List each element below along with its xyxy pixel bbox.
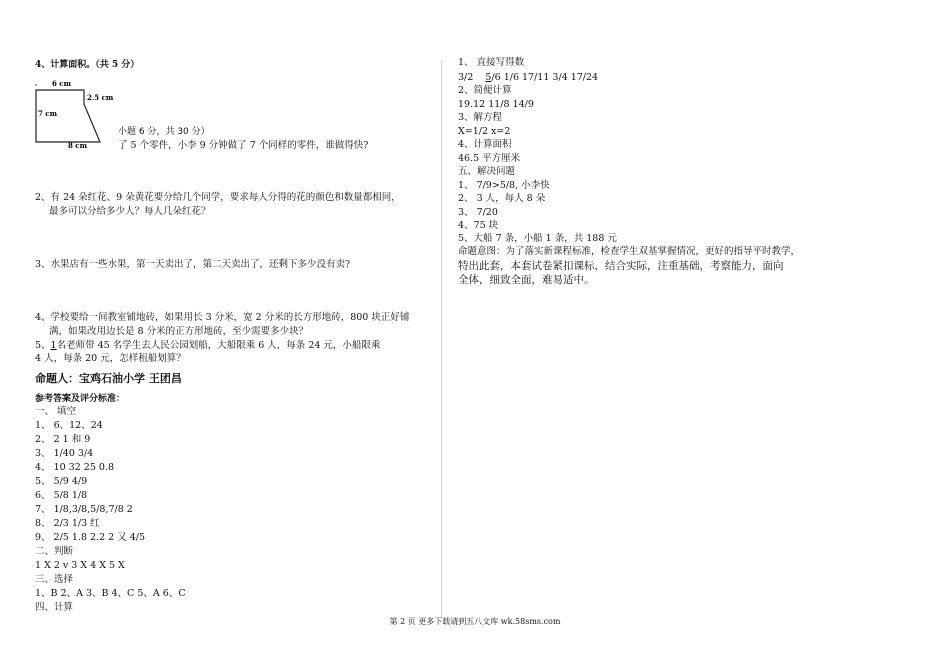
question-5-prefix: 5、 <box>35 340 51 351</box>
right-line: 五、解决问题 <box>458 166 516 177</box>
right-fraction-line <box>458 72 598 84</box>
right-line: 2、简便计算 <box>458 85 512 96</box>
answer-line: 一、 填空 <box>35 406 77 417</box>
right-line: 3、 7/20 <box>458 207 498 218</box>
answer-line: 2、 2 1 和 9 <box>35 434 91 445</box>
answer-line: 三、选择 <box>35 574 74 585</box>
fraction-rest: /6 1/6 17/11 3/4 17/24 <box>491 72 599 83</box>
author-line: 命题人：宝鸡石油小学 王团昌 <box>35 372 182 385</box>
answer-line: 1、 6、12、24 <box>35 420 103 431</box>
answer-line: 二、判断 <box>35 546 74 557</box>
question-4-line-2: 满，如果改用边长是 8 分米的正方形地砖，至少需要多少块？ <box>49 326 309 337</box>
question-5-underlined-number: 1 <box>50 340 57 351</box>
question-2-line-1: 2、有 24 朵红花、9 朵黄花要分给几个同学，要求每人分得的花的颜色和数量都相同， <box>35 192 401 203</box>
question-5-text: 名老师带 45 名学生去人民公园划船，大船限乘 6 人，每条 24 元，小船限乘 <box>56 340 381 351</box>
right-line: 5、大船 7 条，小船 1 条，共 188 元 <box>458 233 617 244</box>
question-3: 3、水果店有一些水果，第一天卖出了，第二天卖出了，还剩下多少没有卖? <box>35 259 351 270</box>
intent-line-1: 命题意图：为了落实新课程标准，检查学生双基掌握情况，更好的指导平时教学， <box>458 246 801 257</box>
right-line: 4、计算面积 <box>458 139 512 150</box>
answer-line: 6、 5/8 1/8 <box>35 490 88 501</box>
question-5-line-2: 4 人，每条 20 元，怎样租船划算？ <box>35 353 186 364</box>
fraction-first: 3/2 <box>458 72 474 83</box>
figure-top-label: 6 cm <box>52 79 71 88</box>
page-footer: 第 2 页 更多下载请到五八文库 wk.58sms.com <box>389 617 561 626</box>
right-line: 2、 3 人，每人 8 朵 <box>458 193 546 204</box>
question-1: 了 5 个零件，小李 9 分钟做了 7 个同样的零件，谁做得快? <box>118 140 369 151</box>
answer-line: 7、 1/8,3/8,5/8,7/8 2 <box>35 504 133 515</box>
section-5-header: 小题 6 分，共 30 分） <box>118 127 210 137</box>
answer-line: 5、 5/9 4/9 <box>35 476 88 487</box>
figure-side-label: 2.5 cm <box>87 93 114 102</box>
question-4-line-1: 4、学校要给一间教室铺地砖，如果用长 3 分米，宽 2 分米的长方形地砖，800 块正好铺 <box>35 312 410 323</box>
intent-line-3: 全体，细致全面，难易适中。 <box>458 274 595 286</box>
answer-line: 1 X 2 v 3 X 4 X 5 X <box>35 560 125 571</box>
right-line: 1、 7/9>5/8, 小李快 <box>458 180 550 191</box>
right-line: 1、 直接写得数 <box>458 57 525 68</box>
answers-title: 参考答案及评分标准： <box>35 394 126 404</box>
right-line: 46.5 平方厘米 <box>458 153 521 164</box>
right-line: 19.12 11/8 14/9 <box>458 99 534 110</box>
answer-line: 9、 2/5 1.8 2.2 2 又 4/5 <box>35 532 146 543</box>
section-4-title: 4、计算面积。（共 5 分） <box>35 60 140 70</box>
answer-line: 4、 10 32 25 0.8 <box>35 462 114 473</box>
answer-line: 四、计算 <box>35 602 74 613</box>
question-5-line-1 <box>35 340 380 352</box>
fraction-underlined: 5 <box>485 72 492 83</box>
figure-left-label: 7 cm <box>38 109 57 118</box>
question-2-line-2: 最多可以分给多少人？每人几朵红花？ <box>49 206 211 217</box>
figure-bottom-label: 8 cm <box>68 141 87 150</box>
answer-line: 3、 1/40 3/4 <box>35 448 94 459</box>
intent-line-2: 特出此套，本套试卷紧扣课标，结合实际，注重基础，考察能力，面向 <box>458 260 784 272</box>
right-line: 4、75 块 <box>458 220 499 231</box>
right-line: X=1/2 x=2 <box>458 126 511 137</box>
right-line: 3、解方程 <box>458 112 503 123</box>
answer-line: 1、B 2、A 3、B 4、C 5、A 6、C <box>35 588 186 599</box>
answer-line: 8、 2/3 1/3 红 <box>35 518 100 529</box>
column-divider <box>441 60 442 618</box>
